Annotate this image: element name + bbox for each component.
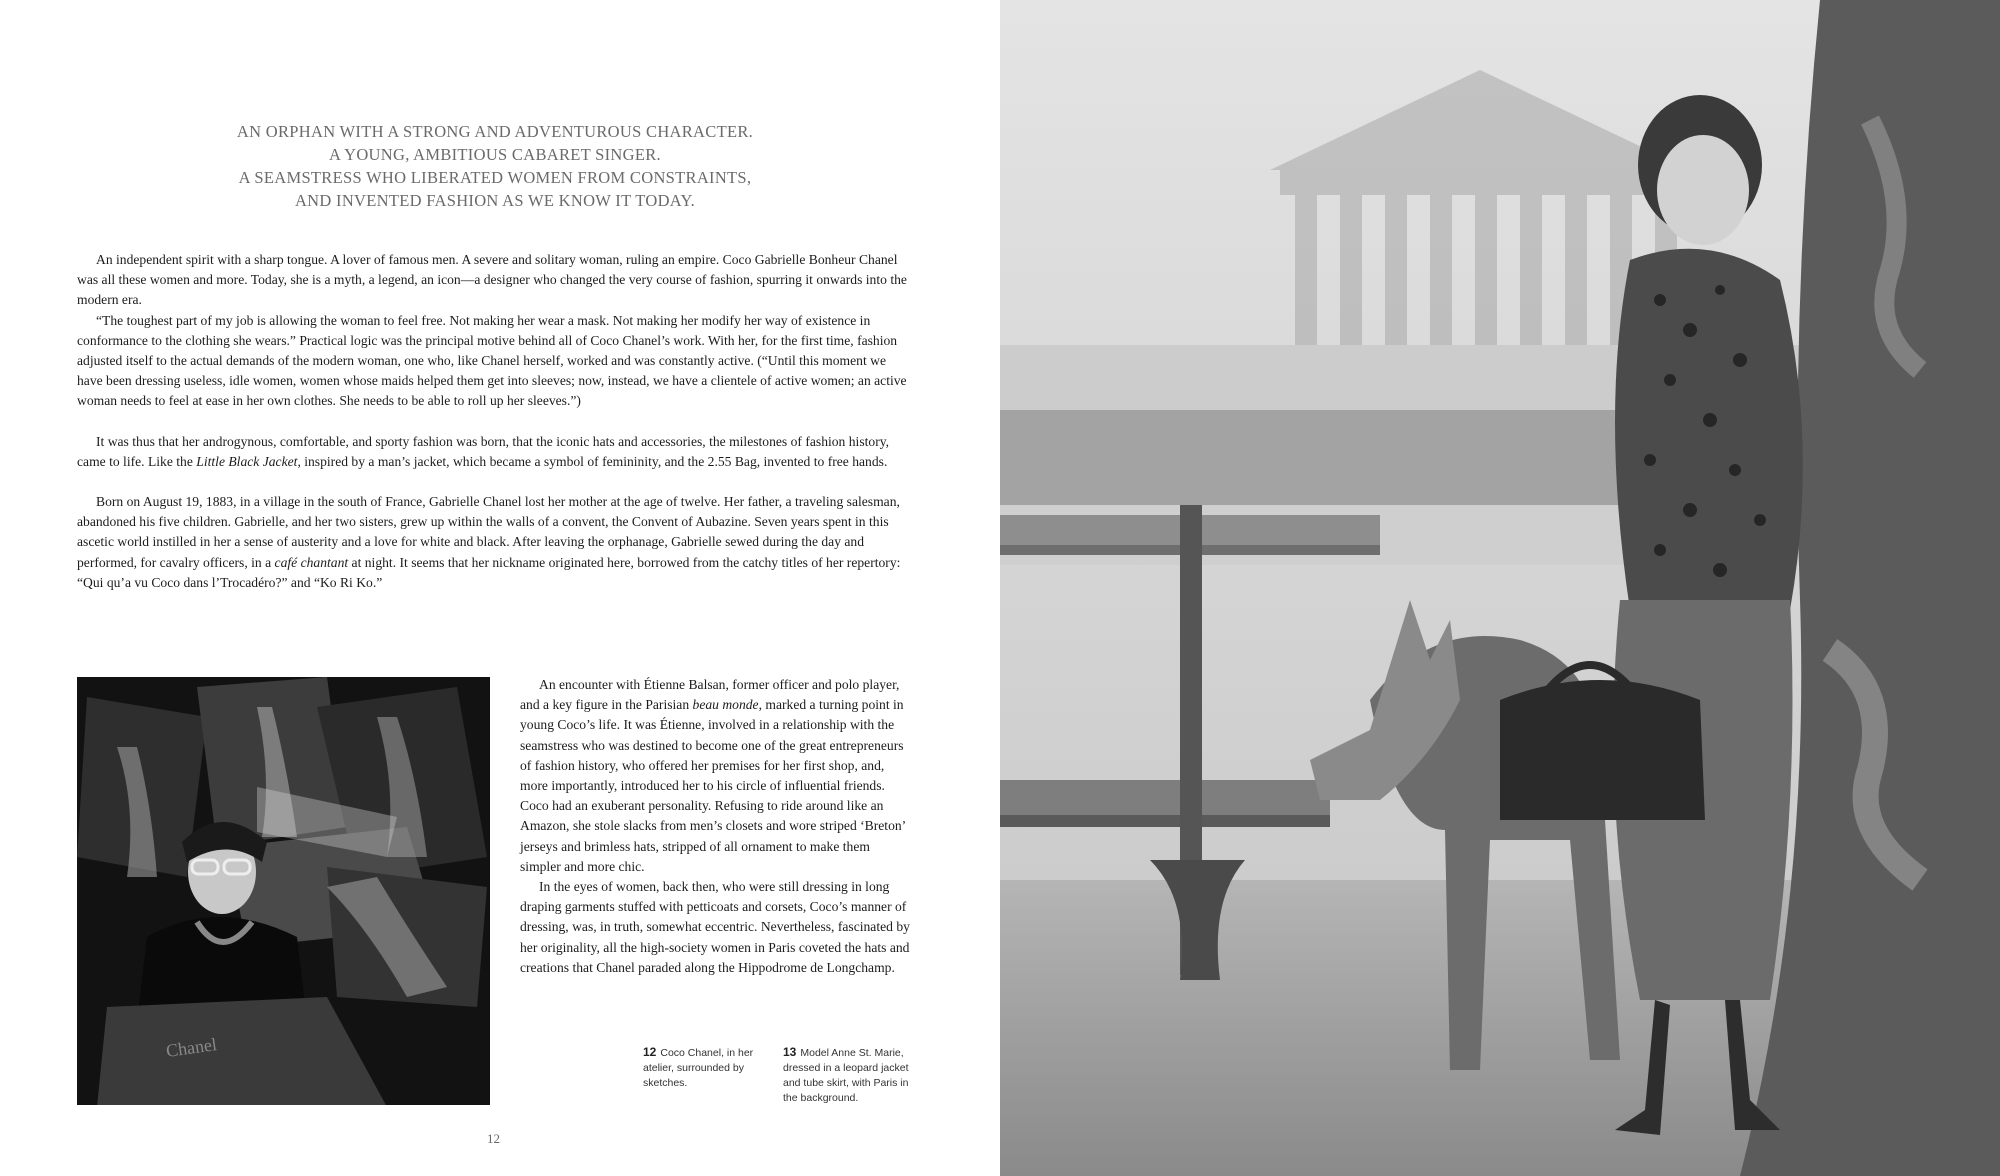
svg-text:Chanel: Chanel: [164, 1034, 219, 1061]
paragraph-2: “The toughest part of my job is allowing the woman to feel free. Not making her wear a mask. Not making her modify her way of existence in conformance to the clothing she wears.” Practical logic was the principal motive behind all of Coco Chanel’s work. With her, for the first time, fashion adjusted itself to the actual demands of the modern woman, one who, like Chanel herself, worked and was constantly active. (“Until this moment we have been dressing useless, idle women, women whose maids helped them get into sleeves; now, instead, we have a clientele of active women; an active woman needs to feel at ease in her own clothes. She needs to be able to roll up her sleeves.”): [77, 312, 907, 409]
caption-13-number: 13: [783, 1045, 797, 1059]
photo-model-anne-st-marie: [1000, 0, 2000, 1176]
body-text: [77, 250, 913, 593]
paragraph-3-text-a: It was thus that her androgynous, comfortable, and sporty fashion was born, that the iconic hats and accessories, the milestones of fashion history, came to life. Like the: [77, 433, 890, 469]
paragraph-3: [77, 432, 913, 472]
heading-line-2: A YOUNG, AMBITIOUS CABARET SINGER.: [329, 145, 661, 164]
model-photo-illustration: [1000, 0, 2000, 1176]
paragraph-3-text-b: , inspired by a man’s jacket, which became a symbol of femininity, and the 2.55 Bag, invented to free hands.: [297, 453, 888, 469]
paragraph-4: [77, 492, 913, 593]
atelier-photo-illustration: [77, 677, 490, 1105]
paragraph-5: [520, 675, 912, 877]
heading-line-4: AND INVENTED FASHION AS WE KNOW IT TODAY.: [294, 191, 696, 210]
paragraph-3-italic: Little Black Jacket: [196, 453, 298, 469]
paragraph-1: An independent spirit with a sharp tongue. A lover of famous men. A severe and solitary woman, ruling an empire. Coco Gabrielle Bonheur Chanel was all these women and more. Today, she is a myth, a legend, an icon—a designer who changed the very course of fashion, spurring it onwards into the modern era.: [77, 252, 907, 308]
chapter-heading: [150, 120, 840, 212]
paragraph-5-text-b: , marked a turning point in young Coco’s life. It was Étienne, involved in a relationship with the seamstress who was destined to become one of the great entrepreneurs of fashion history, who offered her premises for her first shop, and, more importantly, introduced her to his circle of influential friends. Coco had an exuberant personality. Refusing to ride around like an Amazon, she stole slacks from men’s closets and wore striped ‘Breton’ jerseys and brimless hats, stripped of all ornament to make them simpler and more chic.: [520, 697, 906, 874]
page-number: 12: [487, 1131, 500, 1146]
caption-13: [783, 1045, 913, 1106]
paragraph-4-italic: café chantant: [274, 554, 349, 570]
heading-line-1: AN ORPHAN WITH A STRONG AND ADVENTUROUS CHARACTER.: [236, 122, 754, 141]
paragraph-5-italic: beau monde: [692, 697, 759, 713]
column-text: [520, 675, 912, 978]
caption-13-text: Model Anne St. Marie, dressed in a leopard jacket and tube skirt, with Paris in the background.: [783, 1047, 909, 1104]
paragraph-5-text-a: An encounter with Étienne Balsan, former officer and polo player, and a key figure in the Parisian: [520, 677, 900, 713]
caption-12-text: Coco Chanel, in her atelier, surrounded by sketches.: [643, 1047, 754, 1089]
paragraph-6: In the eyes of women, back then, who were still dressing in long draping garments stuffed with petticoats and corsets, Coco’s manner of dressing, was, in truth, somewhat eccentric. Nevertheless, fascinated by her originality, all the high-society women in Paris coveted the hats and creations that Chanel paraded along the Hippodrome de Longchamp.: [520, 879, 910, 975]
caption-12: [643, 1045, 761, 1091]
paragraph-4-text-b: at night. It seems that her nickname originated here, borrowed from the catchy titles of her repertory: “Qui qu’a vu Coco dans l’Trocadéro?” and “Ko Ri Ko.”: [77, 554, 901, 590]
heading-line-3: A SEAMSTRESS WHO LIBERATED WOMEN FROM CONSTRAINTS,: [238, 168, 752, 187]
photo-chanel-atelier: [77, 677, 490, 1105]
paragraph-4-text-a: Born on August 19, 1883, in a village in the south of France, Gabrielle Chanel lost her mother at the age of twelve. Her father, a traveling salesman, abandoned his five children. Gabrielle, and her two sisters, grew up within the walls of a convent, the Convent of Aubazine. Seven years spent in this ascetic world instilled in her a sense of austerity and a love for white and black. After leaving the orphanage, Gabrielle sewed during the day and performed, for cavalry officers, in a: [77, 494, 900, 570]
caption-12-number: 12: [643, 1045, 657, 1059]
